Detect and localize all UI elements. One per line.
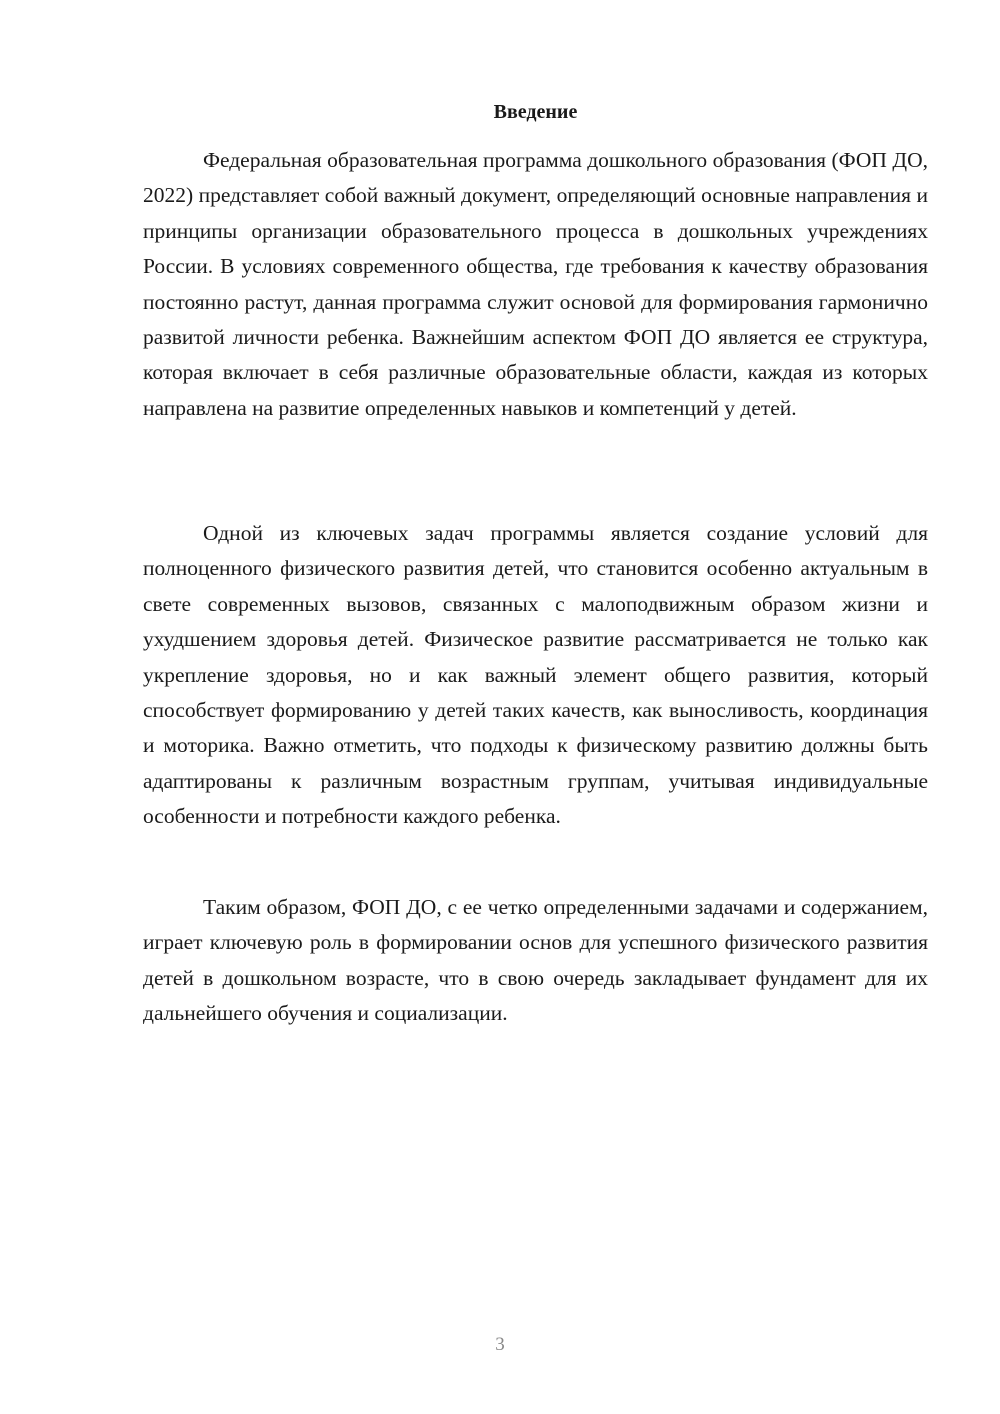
page-number: 3 — [495, 1334, 505, 1355]
paragraph-3: Таким образом, ФОП ДО, с ее четко определенными задачами и содержанием, играет ключевую роль в формировании основ для успешного физического развития детей в дошкольном возрасте, что в свою очередь закладывает фундамент для их дальнейшего обучения и социализации. — [143, 895, 928, 1026]
paragraph-1: Федеральная образовательная программа дошкольного образования (ФОП ДО, 2022) представляет собой важный документ, определяющий основные направления и принципы организации образовательного процесса в дошкольных учреждениях России. В условиях современного общества, где требования к качеству образования постоянно растут, данная программа служит основой для формирования гармонично развитой личности ребенка. Важнейшим аспектом ФОП ДО является ее структура, которая включает в себя различные образовательные области, каждая из которых направлена на развитие определенных навыков и компетенций у детей. — [143, 148, 928, 420]
paragraph-2: Одной из ключевых задач программы является создание условий для полноценного физического развития детей, что становится особенно актуальным в свете современных вызовов, связанных с малоподвижным образом жизни и ухудшением здоровья детей. Физическое развитие рассматривается не только как укрепление здоровья, но и как важный элемент общего развития, который способствует формированию у детей таких качеств, как выносливость, координация и моторика. Важно отметить, что подходы к физическому развитию должны быть адаптированы к различным возрастным группам, учитывая индивидуальные особенности и потребности каждого ребенка. — [143, 521, 928, 829]
section-title: Введение — [493, 101, 578, 123]
